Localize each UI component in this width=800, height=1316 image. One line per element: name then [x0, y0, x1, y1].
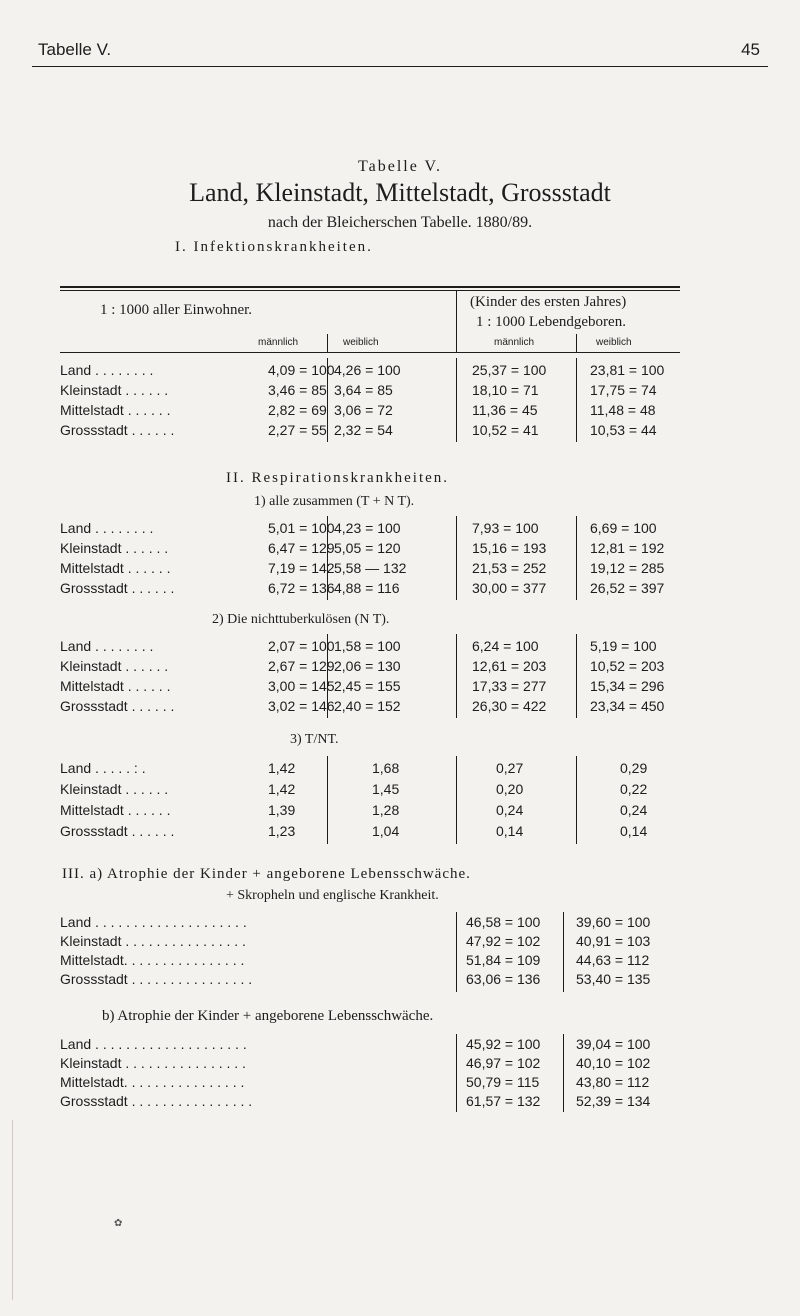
cell-female-all: 1,28	[372, 802, 400, 818]
cell-male-all: 2,82 = 69	[268, 402, 327, 418]
cell-male-infants: 0,14	[496, 823, 524, 839]
section-1-title: I. Infektionskrankheiten.	[175, 239, 373, 255]
cell-female-all: 1,45	[372, 781, 400, 797]
cell-male-infants: 0,27	[496, 760, 524, 776]
cell-male-infants: 11,36 = 45	[472, 402, 538, 418]
cell-female-all: 1,04	[372, 823, 400, 839]
cell-female-infants: 15,34 = 296	[590, 678, 665, 694]
cell-female-infants: 43,80 = 112	[576, 1074, 650, 1090]
running-header-title: Tabelle V.	[38, 40, 112, 59]
table-top-rule	[60, 286, 680, 288]
row-label: Grossstadt . . . . . .	[60, 823, 175, 839]
cell-male-infants: 45,92 = 100	[466, 1036, 541, 1052]
cell-female-all: 3,64 = 85	[334, 382, 393, 398]
page-mark: ✿	[114, 1218, 123, 1229]
section-3a-divider-1	[456, 912, 457, 992]
cell-male-infants: 17,33 = 277	[472, 678, 547, 694]
section-2-subtitle-1: 1) alle zusammen (T + N T).	[254, 494, 415, 509]
section-2a-divider-2	[456, 516, 457, 600]
column-header-female-1: weiblich	[343, 337, 379, 348]
row-label: Land . . . . . . . . . . . . . . . . . . . .	[60, 1036, 247, 1052]
section-1-divider-3	[576, 358, 577, 442]
cell-male-all: 3,02 = 146	[268, 698, 335, 714]
column-header-male-2: männlich	[494, 337, 535, 348]
row-label: Mittelstadt . . . . . .	[60, 802, 171, 818]
cell-male-all: 3,46 = 85	[268, 382, 327, 398]
cell-female-all: 3,06 = 72	[334, 402, 393, 418]
row-label: Kleinstadt . . . . . .	[60, 540, 169, 556]
cell-male-infants: 12,61 = 203	[472, 658, 547, 674]
header-divider-main	[456, 290, 457, 352]
column-header-male-1: männlich	[258, 337, 299, 348]
cell-male-infants: 50,79 = 115	[466, 1074, 540, 1090]
cell-female-all: 2,40 = 152	[334, 698, 401, 714]
cell-male-all: 4,09 = 100	[268, 362, 335, 378]
cell-male-all: 1,23	[268, 823, 296, 839]
cell-male-all: 2,67 = 129	[268, 658, 335, 674]
cell-female-infants: 12,81 = 192	[590, 540, 665, 556]
cell-female-infants: 0,14	[620, 823, 648, 839]
cell-male-infants: 6,24 = 100	[472, 638, 539, 654]
cell-male-all: 6,47 = 129	[268, 540, 335, 556]
cell-male-infants: 47,92 = 102	[466, 933, 541, 949]
column-group-infants-line1: (Kinder des ersten Jahres)	[470, 294, 627, 310]
cell-male-all: 2,27 = 55	[268, 422, 327, 438]
cell-male-all: 1,42	[268, 760, 296, 776]
row-label: Kleinstadt . . . . . .	[60, 781, 169, 797]
cell-male-all: 2,07 = 100	[268, 638, 335, 654]
section-3b-divider-1	[456, 1034, 457, 1112]
cell-male-all: 1,42	[268, 781, 296, 797]
cell-female-infants: 11,48 = 48	[590, 402, 656, 418]
cell-female-all: 2,45 = 155	[334, 678, 401, 694]
section-2-subtitle-3: 3) T/NT.	[290, 732, 339, 747]
row-label: Land . . . . . . . .	[60, 362, 154, 378]
row-label: Mittelstadt . . . . . .	[60, 402, 171, 418]
cell-female-infants: 52,39 = 134	[576, 1093, 651, 1109]
section-3a-title: III. a) Atrophie der Kinder + angeborene Lebensschwäche.	[62, 866, 471, 882]
section-3b-divider-2	[563, 1034, 564, 1112]
row-label: Grossstadt . . . . . .	[60, 580, 175, 596]
cell-male-infants: 61,57 = 132	[466, 1093, 541, 1109]
section-2a-divider-3	[576, 516, 577, 600]
cell-male-all: 5,01 = 100	[268, 520, 335, 536]
cell-female-infants: 6,69 = 100	[590, 520, 657, 536]
row-label: Land . . . . . : .	[60, 760, 146, 776]
page-number: 45	[741, 40, 760, 59]
cell-male-all: 1,39	[268, 802, 296, 818]
section-2c-divider-2	[456, 756, 457, 844]
cell-male-infants: 46,97 = 102	[466, 1055, 541, 1071]
cell-female-infants: 39,60 = 100	[576, 914, 651, 930]
cell-female-all: 1,58 = 100	[334, 638, 401, 654]
cell-female-infants: 26,52 = 397	[590, 580, 665, 596]
cell-female-infants: 39,04 = 100	[576, 1036, 651, 1052]
row-label: Land . . . . . . . . . . . . . . . . . . . .	[60, 914, 247, 930]
section-1-divider-2	[456, 358, 457, 442]
row-label: Kleinstadt . . . . . .	[60, 658, 169, 674]
cell-female-infants: 10,53 = 44	[590, 422, 657, 438]
cell-male-infants: 30,00 = 377	[472, 580, 547, 596]
table-title: Land, Kleinstadt, Mittelstadt, Grossstadt	[189, 178, 611, 207]
row-label: Mittelstadt. . . . . . . . . . . . . . . .	[60, 1074, 245, 1090]
section-2c-divider-3	[576, 756, 577, 844]
section-2-title: II. Respirationskrankheiten.	[226, 470, 450, 486]
binding-edge	[12, 1120, 13, 1300]
cell-female-all: 5,58 — 132	[334, 560, 407, 576]
cell-female-infants: 23,34 = 450	[590, 698, 665, 714]
table-top-rule-thin	[60, 290, 680, 291]
row-label: Kleinstadt . . . . . . . . . . . . . . . .	[60, 1055, 246, 1071]
cell-female-infants: 23,81 = 100	[590, 362, 665, 378]
column-group-infants-line2: 1 : 1000 Lebendgeboren.	[476, 314, 626, 330]
cell-male-infants: 25,37 = 100	[472, 362, 547, 378]
row-label: Land . . . . . . . .	[60, 638, 154, 654]
cell-female-all: 1,68	[372, 760, 400, 776]
cell-female-all: 4,23 = 100	[334, 520, 401, 536]
row-label: Mittelstadt . . . . . .	[60, 678, 171, 694]
row-label: Grossstadt . . . . . . . . . . . . . . . .	[60, 1093, 253, 1109]
cell-male-infants: 0,20	[496, 781, 524, 797]
cell-male-infants: 26,30 = 422	[472, 698, 547, 714]
cell-male-all: 3,00 = 145	[268, 678, 335, 694]
section-2c-divider-1	[327, 756, 328, 844]
cell-female-all: 4,26 = 100	[334, 362, 401, 378]
cell-female-infants: 5,19 = 100	[590, 638, 657, 654]
row-label: Kleinstadt . . . . . .	[60, 382, 169, 398]
section-3b-title: b) Atrophie der Kinder + angeborene Lebensschwäche.	[102, 1008, 434, 1024]
row-label: Grossstadt . . . . . . . . . . . . . . . .	[60, 971, 253, 987]
cell-female-all: 2,32 = 54	[334, 422, 393, 438]
row-label: Mittelstadt. . . . . . . . . . . . . . . .	[60, 952, 245, 968]
header-rule	[32, 66, 768, 67]
column-header-female-2: weiblich	[596, 337, 632, 348]
cell-male-infants: 15,16 = 193	[472, 540, 547, 556]
row-label: Grossstadt . . . . . .	[60, 422, 175, 438]
cell-male-infants: 18,10 = 71	[472, 382, 539, 398]
cell-female-all: 5,05 = 120	[334, 540, 401, 556]
row-label: Kleinstadt . . . . . . . . . . . . . . . .	[60, 933, 246, 949]
cell-female-infants: 0,29	[620, 760, 648, 776]
cell-female-infants: 40,91 = 103	[576, 933, 651, 949]
row-label: Land . . . . . . . .	[60, 520, 154, 536]
cell-male-all: 6,72 = 136	[268, 580, 335, 596]
cell-male-infants: 51,84 = 109	[466, 952, 541, 968]
section-2b-divider-3	[576, 634, 577, 718]
section-2b-divider-2	[456, 634, 457, 718]
table-subtitle: nach der Bleicherschen Tabelle. 1880/89.	[267, 214, 533, 231]
column-group-all-inhabitants: 1 : 1000 aller Einwohner.	[100, 302, 253, 318]
cell-male-infants: 0,24	[496, 802, 524, 818]
cell-female-all: 4,88 = 116	[334, 580, 400, 596]
section-3a-divider-2	[563, 912, 564, 992]
header-divider-sub1	[327, 334, 328, 352]
cell-male-infants: 10,52 = 41	[472, 422, 539, 438]
cell-male-all: 7,19 = 142	[268, 560, 335, 576]
cell-male-infants: 7,93 = 100	[472, 520, 539, 536]
table-label: Tabelle V.	[357, 158, 443, 175]
header-bottom-rule	[60, 352, 680, 353]
header-divider-sub2	[576, 334, 577, 352]
cell-female-infants: 40,10 = 102	[576, 1055, 651, 1071]
cell-female-infants: 17,75 = 74	[590, 382, 657, 398]
cell-male-infants: 21,53 = 252	[472, 560, 547, 576]
cell-female-infants: 0,22	[620, 781, 648, 797]
section-2-subtitle-2: 2) Die nichttuberkulösen (N T).	[212, 612, 390, 627]
cell-female-infants: 53,40 = 135	[576, 971, 651, 987]
cell-male-infants: 46,58 = 100	[466, 914, 541, 930]
cell-female-all: 2,06 = 130	[334, 658, 401, 674]
cell-female-infants: 19,12 = 285	[590, 560, 665, 576]
cell-female-infants: 0,24	[620, 802, 648, 818]
cell-male-infants: 63,06 = 136	[466, 971, 541, 987]
cell-female-infants: 44,63 = 112	[576, 952, 650, 968]
cell-female-infants: 10,52 = 203	[590, 658, 665, 674]
row-label: Grossstadt . . . . . .	[60, 698, 175, 714]
row-label: Mittelstadt . . . . . .	[60, 560, 171, 576]
section-3a-title-line2: + Skropheln und englische Krankheit.	[226, 888, 439, 903]
